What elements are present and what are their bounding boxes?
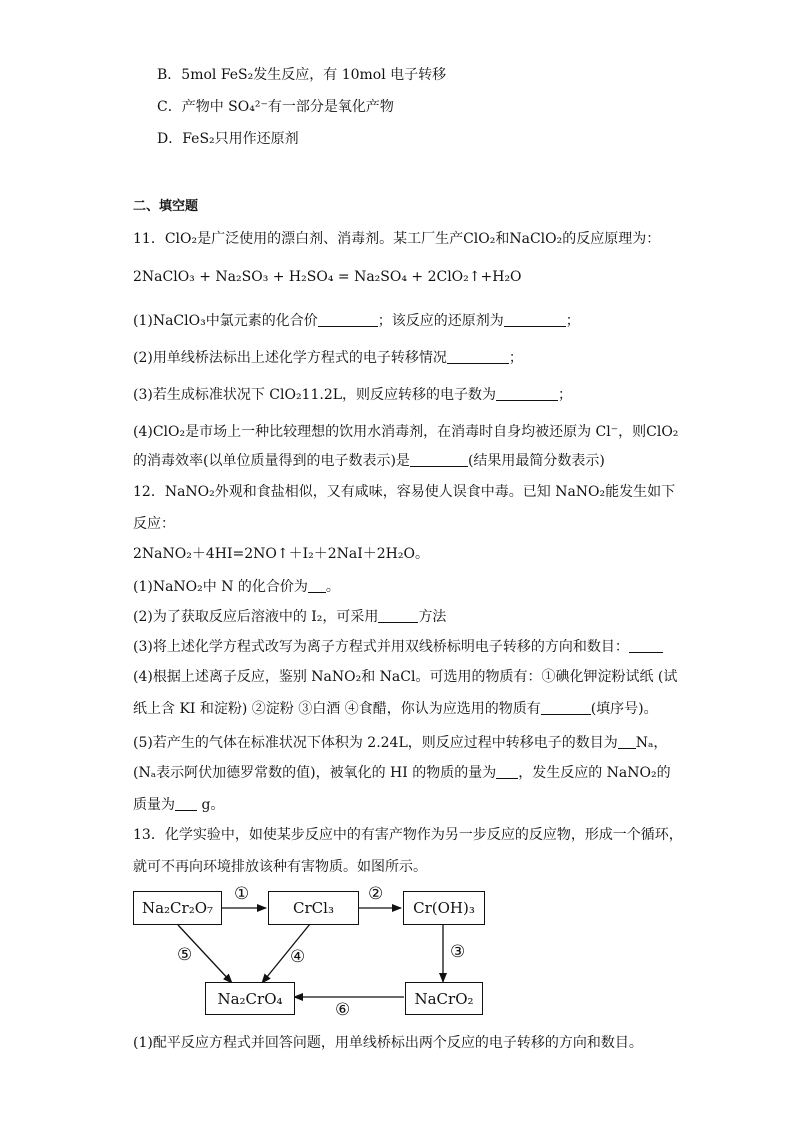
- step-label-4: ④: [290, 947, 306, 967]
- q11-p1-text-a: (1)NaClO₃中氯元素的化合价: [133, 313, 318, 329]
- step-label-5: ⑤: [177, 945, 193, 965]
- q12-p5-text-c: (Nₐ表示阿伏加德罗常数的值)，被氧化的 HI 的物质的量为: [133, 765, 497, 781]
- q13-intro-line2: 就可不再向环境排放该种有害物质。如图所示。: [133, 859, 427, 875]
- q11-p1-text-c: ；: [565, 313, 580, 329]
- step-label-6: ⑥: [335, 1000, 351, 1020]
- q12-p4-text-b: (填序号)。: [590, 701, 658, 717]
- q12-p4-text-a: 纸上含 KI 和淀粉) ②淀粉 ③白酒 ④食醋，你认为应选用的物质有: [133, 701, 541, 717]
- q12-p3-text: (3)将上述化学方程式改写为离子方程式并用双线桥标明电子转移的方向和数目：: [133, 639, 629, 655]
- q11-p3-text-a: (3)若生成标准状况下 ClO₂11.2L，则反应转移的电子数为: [133, 387, 497, 403]
- q12-p5-text-a: (5)若产生的气体在标准状况下体积为 2.24L，则反应过程中转移电子的数目为: [133, 735, 618, 751]
- q11-p3-text-b: ；: [558, 387, 573, 403]
- q12-p2-text-b: 方法: [418, 609, 447, 625]
- compound-croh3: Cr(OH)₃: [403, 891, 485, 925]
- q12-p5-text-f: g。: [197, 797, 225, 813]
- compound-nacro2: NaCrO₂: [405, 982, 483, 1015]
- q12-part4-line1: (4)根据上述离子反应，鉴别 NaNO₂和 NaCl。可选用的物质有：①碘化钾淀粉试纸 (试: [133, 669, 678, 685]
- q11-p2-text-a: (2)用单线桥法标出上述化学方程式的电子转移情况: [133, 350, 447, 366]
- q12-intro-line1: 12．NaNO₂外观和食盐相似，又有咸味，容易使人误食中毒。已知 NaNO₂能发生如下: [133, 484, 676, 500]
- compound-na2cr2o7: Na₂Cr₂O₇: [133, 891, 222, 925]
- q11-p4-text-b: (结果用最简分数表示): [467, 453, 605, 469]
- q11-part4-line1: (4)ClO₂是市场上一种比较理想的饮用水消毒剂，在消毒时自身均被还原为 Cl⁻，则ClO₂: [133, 424, 679, 440]
- q12-p1-text-b: 。: [325, 579, 340, 595]
- q11-p4-text-a: 的消毒效率(以单位质量得到的电子数表示)是: [133, 453, 410, 469]
- q12-p2-text-a: (2)为了获取反应后溶液中的 I₂，可采用: [133, 609, 379, 625]
- option-b: B．5mol FeS₂发生反应，有 10mol 电子转移: [157, 67, 447, 83]
- q12-p1-text-a: (1)NaNO₂中 N 的化合价为: [133, 579, 308, 595]
- step-label-3: ③: [450, 942, 466, 962]
- q12-intro-line2: 反应：: [133, 516, 175, 532]
- q11-intro: 11．ClO₂是广泛使用的漂白剂、消毒剂。某工厂生产ClO₂和NaClO₂的反应原理为：: [133, 231, 661, 247]
- q11-equation: 2NaClO₃ + Na₂SO₃ + H₂SO₄ = Na₂SO₄ + 2ClO₂↑+H₂O: [133, 269, 522, 285]
- step-label-1: ①: [234, 884, 250, 904]
- q11-p2-text-b: ；: [508, 350, 523, 366]
- compound-crcl3: CrCl₃: [268, 891, 359, 925]
- step-label-2: ②: [368, 884, 384, 904]
- compound-na2cro4: Na₂CrO₄: [205, 982, 295, 1015]
- q12-p5-text-b: Nₐ，: [635, 735, 668, 751]
- option-c: C．产物中 SO₄²⁻有一部分是氧化产物: [157, 99, 394, 115]
- q13-part1: (1)配平反应方程式并回答问题，用单线桥标出两个反应的电子转移的方向和数目。: [133, 1035, 643, 1051]
- q11-p1-text-b: ；该反应的还原剂为: [377, 313, 504, 329]
- q12-equation: 2NaNO₂＋4HI=2NO↑＋I₂＋2NaI＋2H₂O。: [133, 546, 429, 562]
- section-title: 二、填空题: [133, 199, 199, 214]
- option-d: D．FeS₂只用作还原剂: [157, 131, 299, 147]
- q12-p5-text-e: 质量为: [133, 797, 175, 813]
- q13-intro-line1: 13．化学实验中，如使某步反应中的有害产物作为另一步反应的反应物，形成一个循环，: [133, 827, 683, 843]
- q12-p5-text-d: ，发生反应的 NaNO₂的: [518, 765, 671, 781]
